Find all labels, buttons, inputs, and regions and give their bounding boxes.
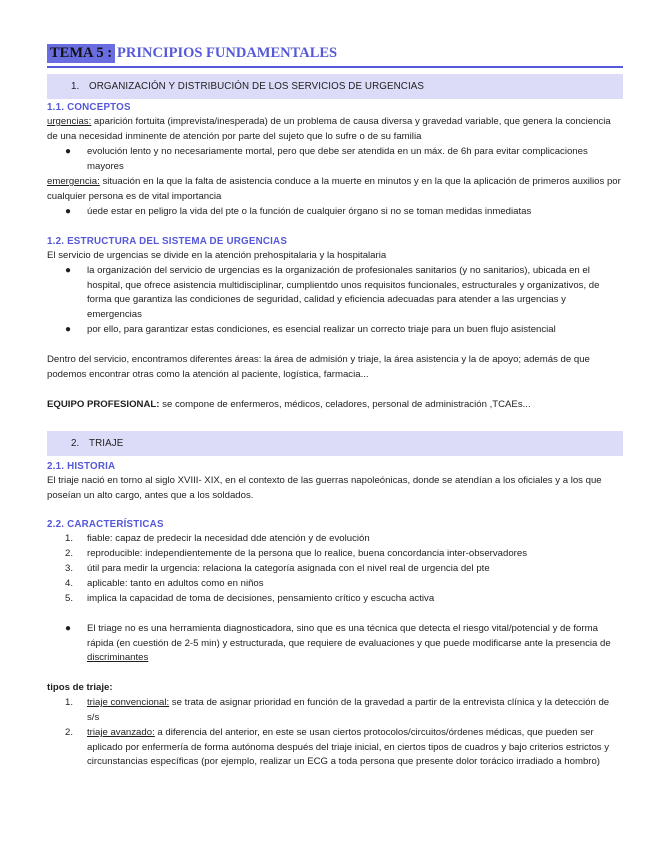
emergencia-bullet-text: úede estar en peligro la vida del pte o la función de cualquier órgano si no se toman medidas inmediatas (87, 206, 532, 217)
urgencias-bullet-text: evolución lento y no necesariamente mortal, pero que debe ser atendida en un máx. de 6h para evitar complicaciones mayores (87, 146, 588, 172)
subsection-2-2-heading: 2.2. CARACTERÍSTICAS (47, 519, 164, 530)
tipos-triaje-heading: tipos de triaje: (47, 682, 113, 693)
estructura-bullet-1 (65, 264, 623, 322)
section-1-number: 1. (71, 81, 80, 92)
triage-note-text (87, 622, 623, 666)
item-number: 1. (65, 697, 74, 708)
caracteristica-item (65, 532, 623, 547)
subsection-1-2-heading: 1.2. ESTRUCTURA DEL SISTEMA DE URGENCIAS (47, 236, 288, 247)
tipo-term: triaje convencional: (87, 697, 170, 708)
triage-note-body: El triage no es una herramienta diagnosticadora, sino que es una técnica que detecta el riesgo vital/potencial y de forma rápida (en cuestión de 2-5 min) y estructurada, que requiere de evaluaciones y que puede modificarse ante la presencia de (87, 623, 611, 649)
tema-title: PRINCIPIOS FUNDAMENTALES (117, 45, 338, 61)
item-text: implica la capacidad de toma de decisiones, pensamiento crítico y escucha activa (87, 593, 435, 604)
emergencia-bullet (65, 205, 623, 220)
section-2-number: 2. (71, 438, 80, 449)
section-1-header (47, 74, 623, 99)
urgencias-definition (47, 115, 623, 144)
urgencias-bullet (65, 145, 623, 174)
equipo-profesional (47, 398, 623, 413)
section-2-header (47, 431, 623, 456)
bullet-dot: ● (65, 265, 72, 276)
caracteristica-item (65, 562, 623, 577)
item-number: 3. (65, 563, 74, 574)
areas-paragraph: Dentro del servicio, encontramos diferentes áreas: la área de admisión y triaje, la área asistencia y la de apoyo; además de que podemos encontrar otras como la atención al paciente, logística, farmacia... (47, 354, 590, 380)
item-text: útil para medir la urgencia: relaciona la categoría asignada con el nivel real de urgencia del pte (87, 563, 490, 574)
item-text: fiable: capaz de predecir la necesidad dde atención y de evolución (87, 533, 370, 544)
title-underline (47, 66, 623, 68)
item-text (87, 696, 623, 725)
tipo-desc: a diferencia del anterior, en este se usan ciertos protocolos/circuitos/órdenes médicas, que pueden ser aplicado por enfermería de forma autónoma después del triaje inicial, en ciertos tipos de cuadros y bajo criterios estrictos y circunstancias específicas (por ejemplo, realizar un ECG a toda persona que presente dolor torácico irradiado a hombro) (87, 727, 610, 768)
triage-note-bullet (65, 622, 623, 666)
tipo-desc: se trata de asignar prioridad en función de la gravedad a partir de la entrevista clínica y la detección de s/s (87, 697, 610, 723)
tipo-triaje-item (65, 696, 623, 725)
estructura-bullet-2 (65, 323, 623, 338)
subsection-1-1-heading: 1.1. CONCEPTOS (47, 102, 131, 113)
subsection-2-1-heading: 2.1. HISTORIA (47, 461, 116, 472)
equipo-text: se compone de enfermeros, médicos, celadores, personal de administración ,TCAEs... (159, 399, 531, 410)
equipo-label: EQUIPO PROFESIONAL: (47, 399, 160, 410)
item-text (87, 726, 623, 770)
urgencias-text: aparición fortuita (imprevista/inesperada) de un problema de causa diversa y gravedad variable, que genera la conciencia de una necesidad inminente de atención por parte del sujeto que lo sufre o de su familia (47, 116, 611, 142)
historia-text: El triaje nació en torno al siglo XVIII- XIX, en el contexto de las guerras napoleónicas, donde se atendían a los oficiales y a los que poseían un alto cargo, antes que a los soldados. (47, 475, 602, 501)
section-2-title: TRIAJE (89, 438, 124, 449)
discriminantes-link: discriminantes (87, 652, 149, 664)
item-number: 4. (65, 578, 74, 589)
emergencia-text: situación en la que la falta de asistencia conduce a la muerte en minutos y en la que la aplicación de primeros auxilios por cualquier persona es de vital importancia (47, 176, 621, 202)
caracteristica-item (65, 592, 623, 607)
section-1-title: ORGANIZACIÓN Y DISTRIBUCIÓN DE LOS SERVICIOS DE URGENCIAS (89, 81, 425, 92)
document-title (47, 44, 623, 66)
emergencia-term: emergencia: (47, 176, 100, 187)
bullet-dot: ● (65, 623, 72, 634)
estructura-bullet-2-text: por ello, para garantizar estas condiciones, es esencial realizar un correcto triaje para un buen flujo asistencial (87, 324, 556, 335)
item-text: aplicable: tanto en adultos como en niños (87, 578, 264, 589)
item-number: 5. (65, 593, 74, 604)
item-number: 1. (65, 533, 74, 544)
urgencias-term: urgencias: (47, 116, 92, 127)
estructura-bullet-1-text: la organización del servicio de urgencias es la organización de profesionales sanitarios (y no sanitarios), ubicada en el hospital, que ofrece asistencia multidisciplinar, cumplientdo unos requisitos funcionales, estructurales y organizativos, de forma que garantiza las condiciones de seguridad, calidad y eficiencia adecuadas para atender a las urgencias y emergencias (87, 265, 600, 320)
emergencia-definition (47, 175, 623, 204)
tipo-triaje-item (65, 726, 623, 770)
caracteristica-item (65, 577, 623, 592)
tipo-term: triaje avanzado: (87, 727, 155, 738)
tema-label: TEMA 5 : (47, 44, 115, 63)
bullet-dot: ● (65, 146, 72, 157)
item-number: 2. (65, 727, 74, 738)
bullet-dot: ● (65, 206, 72, 217)
item-number: 2. (65, 548, 74, 559)
caracteristica-item (65, 547, 623, 562)
bullet-dot: ● (65, 324, 72, 335)
item-text: reproducible: independientemente de la persona que lo realice, buena concordancia inter-observadores (87, 548, 528, 559)
estructura-intro: El servicio de urgencias se divide en la atención prehospitalaria y la hospitalaria (47, 250, 387, 261)
